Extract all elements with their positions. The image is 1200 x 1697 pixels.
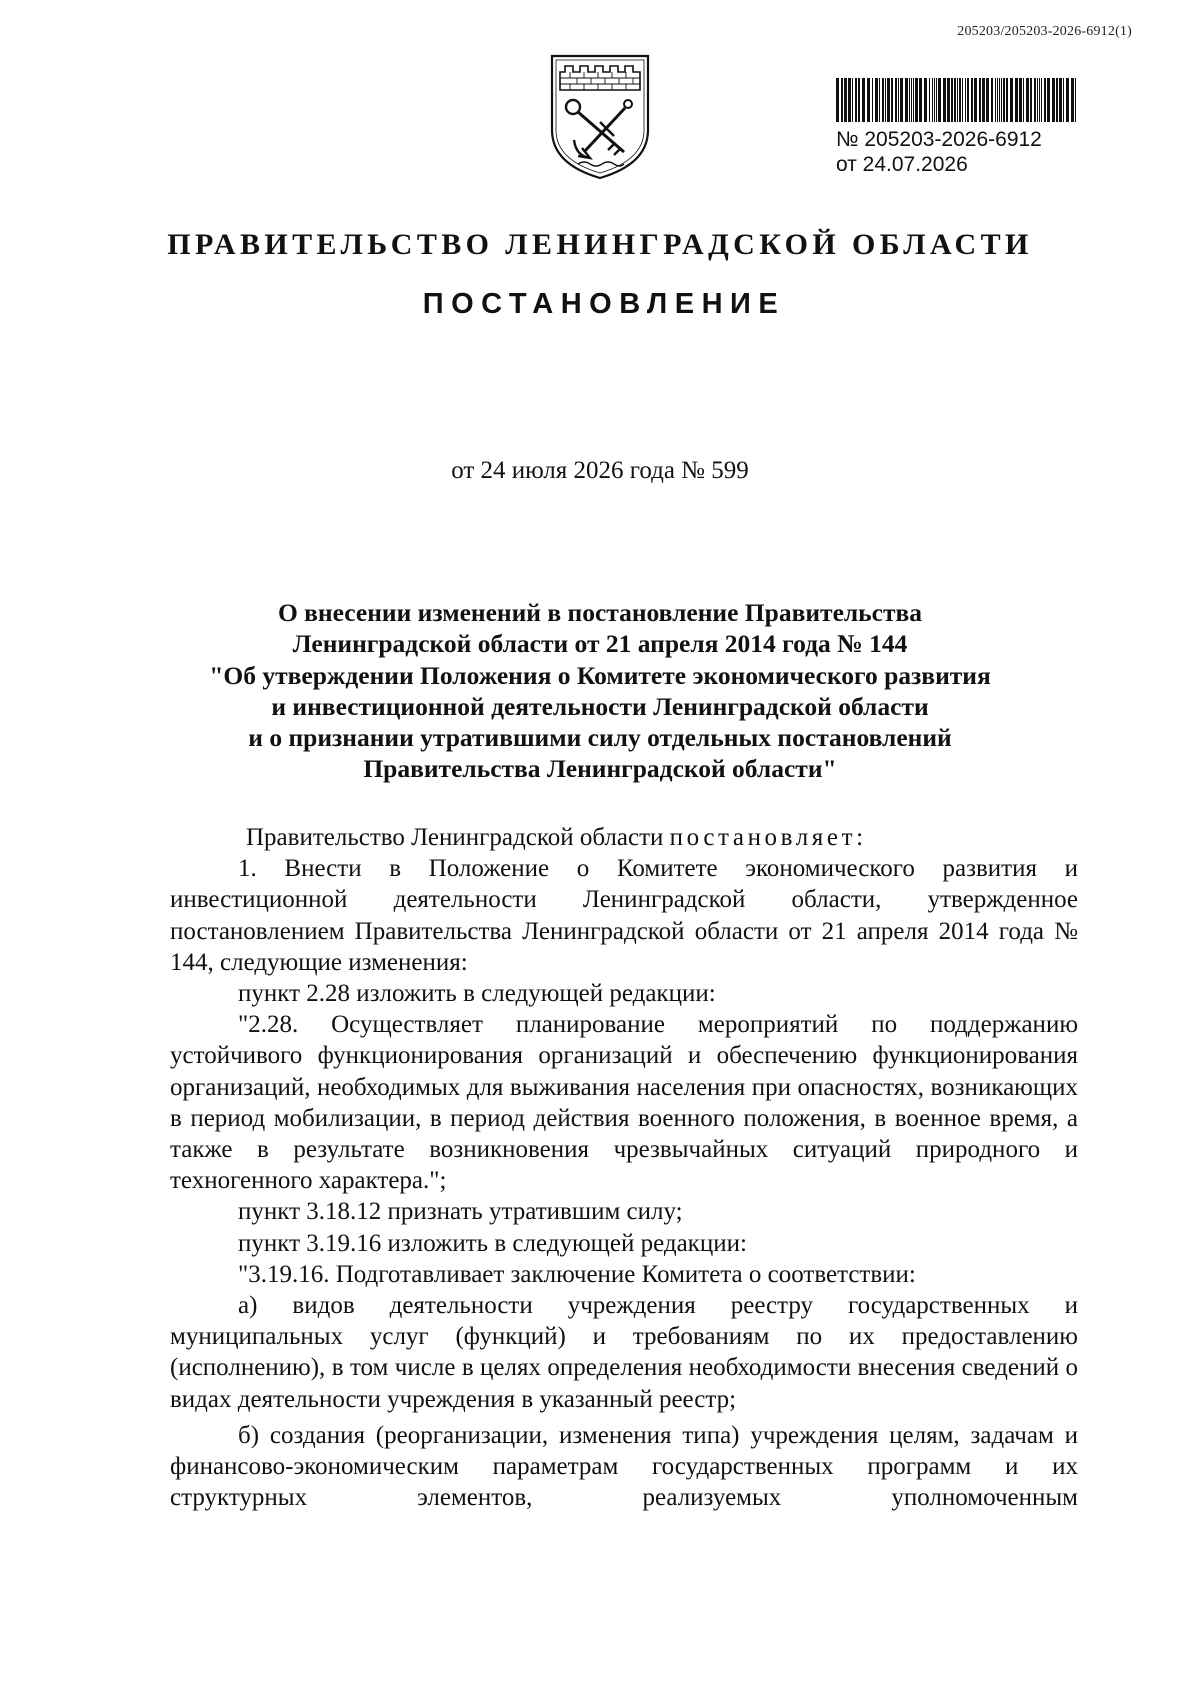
subject-line: О внесении изменений в постановление Правительства	[277, 598, 923, 627]
registration-number: № 205203-2026-6912	[836, 128, 1042, 151]
paragraph-3: "2.28. Осуществляет планирование мероприятий по поддержанию устойчивого функционирования организаций и обеспечению функционирования организаций, необходимых для выживания населения при опасностях, возникающих в период мобилизации, в период действия военного положения, в военное время, а также в результате возникновения чрезвычайных ситуаций природного и техногенного характера.";	[170, 1011, 1078, 1195]
government-title: ПРАВИТЕЛЬСТВО ЛЕНИНГРАДСКОЙ ОБЛАСТИ	[167, 228, 1033, 261]
document-type-title: ПОСТАНОВЛЕНИЕ	[422, 288, 786, 320]
paragraph-4: пункт 3.18.12 признать утратившим силу;	[238, 1198, 683, 1226]
subject-line: Правительства Ленинградской области"	[363, 754, 837, 784]
reference-code: 205203/205203-2026-6912(1)	[957, 24, 1132, 39]
decree-date-line: от 24 июля 2026 года № 599	[451, 457, 749, 484]
paragraph-5: пункт 3.19.16 изложить в следующей редакции:	[238, 1229, 747, 1257]
paragraph-1: 1. Внести в Положение о Комитете экономического развития и инвестиционной деятельности Ленинградской области, утвержденное постановлением Правительства Ленинградской области от 21 апреля 2014 года № 144, следующие изменения:	[170, 855, 1078, 976]
subject-line: и инвестиционной деятельности Ленинградской области	[271, 691, 929, 721]
subject-line: "Об утверждении Положения о Комитете экономического развития	[209, 660, 991, 690]
subject-line: и о признании утратившими силу отдельных постановлений	[248, 723, 952, 753]
registration-date: от 24.07.2026	[836, 153, 968, 176]
subject-line: Ленинградской области от 21 апреля 2014 года № 144	[292, 629, 908, 659]
preamble-paragraph	[170, 822, 1078, 853]
barcode-icon	[836, 78, 1077, 122]
leningrad-oblast-coat-of-arms-icon	[548, 52, 652, 182]
paragraph-2: пункт 2.28 изложить в следующей редакции:	[238, 980, 716, 1008]
paragraph-6: "3.19.16. Подготавливает заключение Комитета о соответствии:	[238, 1260, 916, 1288]
document-body	[170, 822, 1078, 1513]
paragraph-8: б) создания (реорганизации, изменения типа) учреждения целям, задачам и финансово-экономическим параметрам государственных программ и их структурных элементов, реализуемых уполномоченным	[170, 1421, 1078, 1512]
decree-subject	[160, 597, 1040, 785]
paragraph-7: а) видов деятельности учреждения реестру государственных и муниципальных услуг (функций) и требованиям по их предоставлению (исполнению), в том числе в целях определения необходимости внесения сведений о видах деятельности учреждения в указанный реестр;	[170, 1292, 1078, 1413]
preamble-text: Правительство Ленинградской области	[246, 824, 670, 851]
preamble-action: постановляет:	[669, 824, 867, 851]
